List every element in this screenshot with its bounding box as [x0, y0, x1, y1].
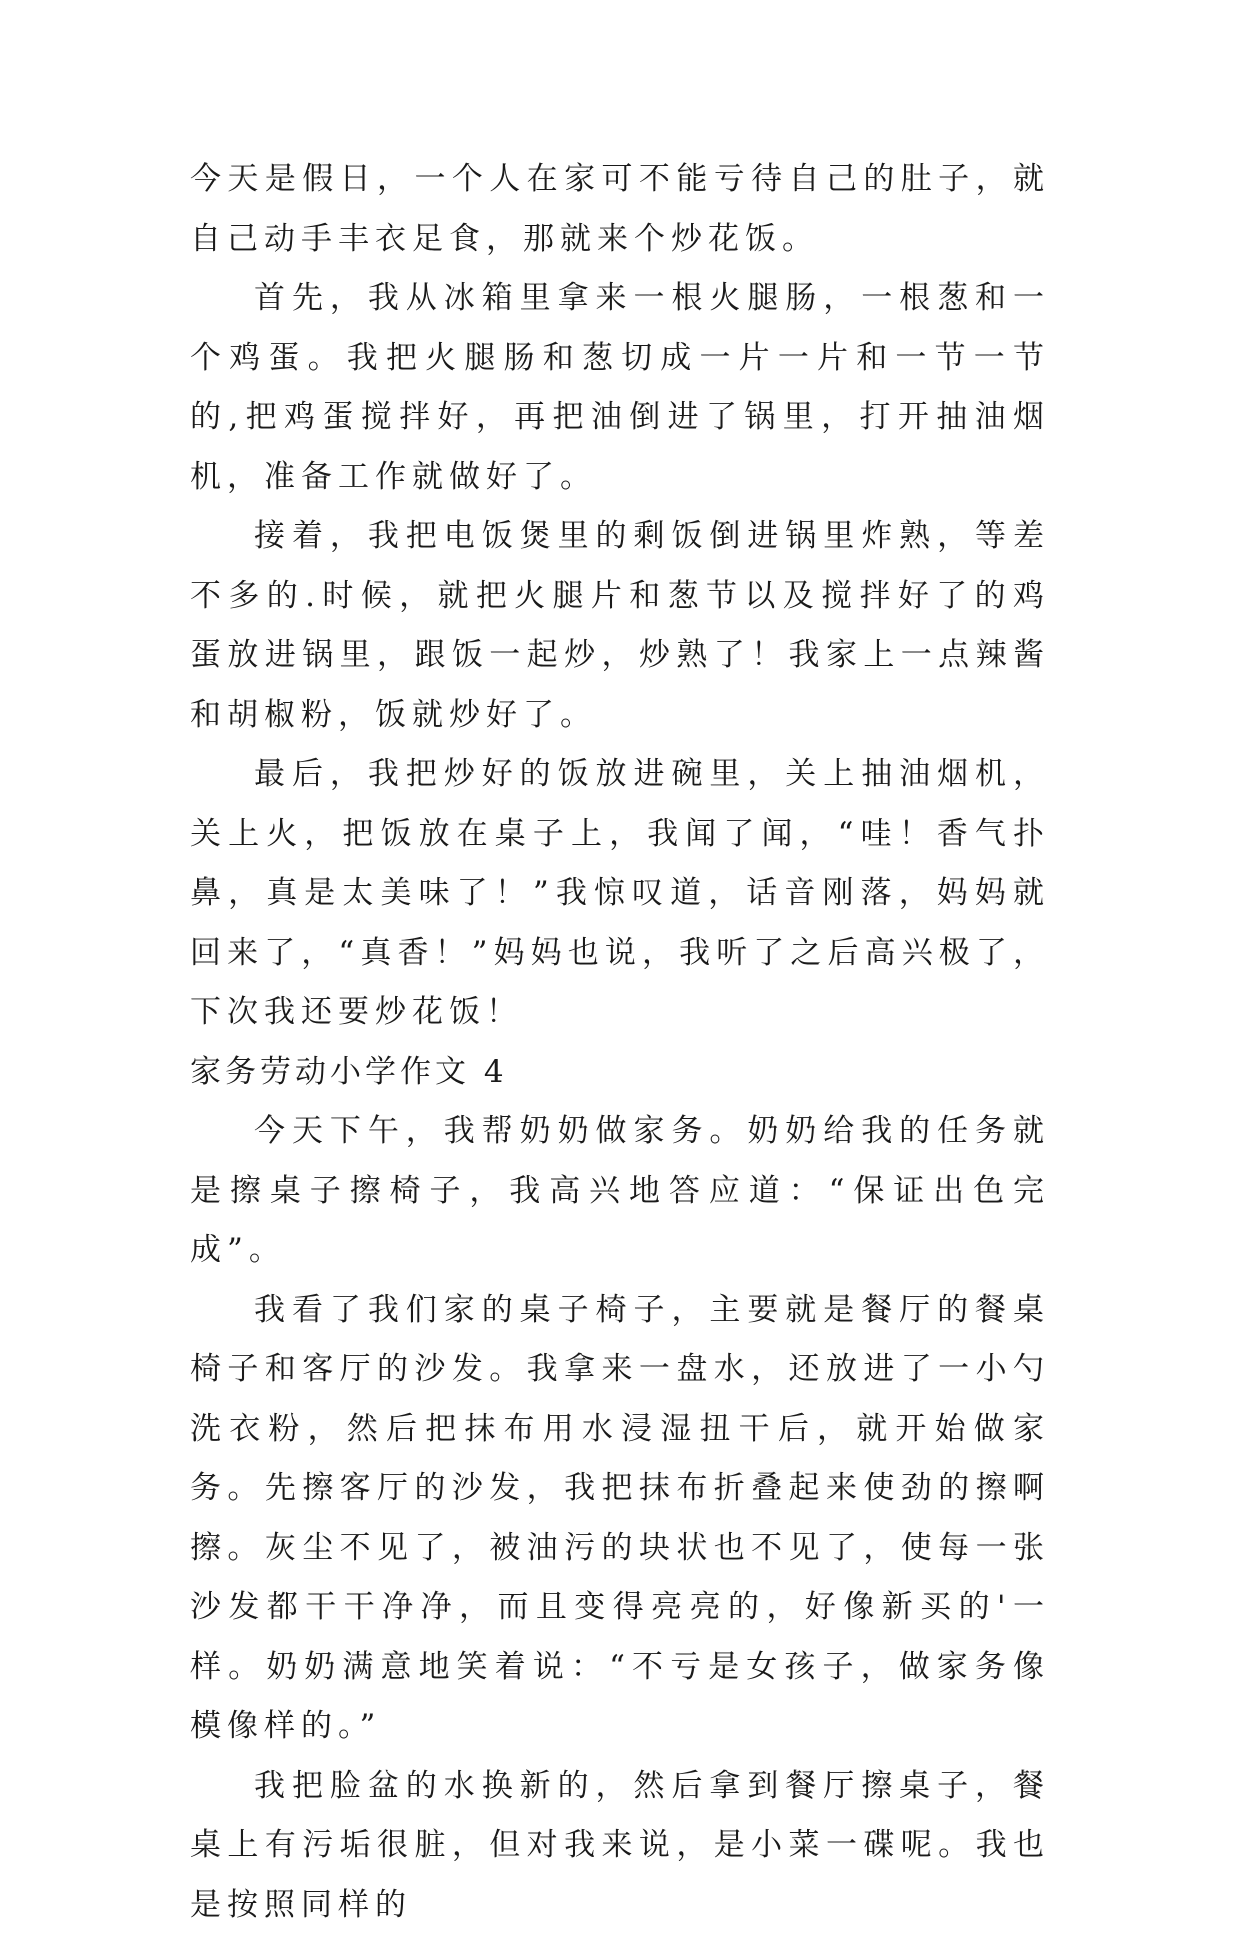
paragraph-first-step: 首先，我从冰箱里拿来一根火腿肠，一根葱和一个鸡蛋。我把火腿肠和葱切成一片一片和一节一节的,把鸡蛋搅拌好，再把油倒进了锅里，打开抽油烟机，准备工作就做好了。	[190, 269, 1050, 507]
paragraph-essay4-intro: 今天下午，我帮奶奶做家务。奶奶给我的任务就是擦桌子擦椅子，我高兴地答应道：“保证出色完成”。	[190, 1102, 1050, 1281]
paragraph-intro: 今天是假日，一个人在家可不能亏待自己的肚子，就自己动手丰衣足食，那就来个炒花饭。	[190, 150, 1050, 269]
document-page	[190, 150, 1050, 1935]
section-title: 家务劳动小学作文 4	[190, 1043, 1050, 1103]
paragraph-essay4-table: 我把脸盆的水换新的，然后拿到餐厅擦桌子，餐桌上有污垢很脏，但对我来说，是小菜一碟呢。我也是按照同样的	[190, 1757, 1050, 1935]
paragraph-second-step: 接着，我把电饭煲里的剩饭倒进锅里炸熟，等差不多的.时候，就把火腿片和葱节以及搅拌好了的鸡蛋放进锅里，跟饭一起炒，炒熟了！我家上一点辣酱和胡椒粉，饭就炒好了。	[190, 507, 1050, 745]
paragraph-final-step: 最后，我把炒好的饭放进碗里，关上抽油烟机，关上火，把饭放在桌子上，我闻了闻，“哇！香气扑鼻，真是太美味了！”我惊叹道，话音刚落，妈妈就回来了，“真香！”妈妈也说，我听了之后高兴极了，下次我还要炒花饭！	[190, 745, 1050, 1043]
paragraph-essay4-sofa: 我看了我们家的桌子椅子，主要就是餐厅的餐桌椅子和客厅的沙发。我拿来一盘水，还放进了一小勺洗衣粉，然后把抹布用水浸湿扭干后，就开始做家务。先擦客厅的沙发，我把抹布折叠起来使劲的擦啊擦。灰尘不见了，被油污的块状也不见了，使每一张沙发都干干净净，而且变得亮亮的，好像新买的'一样。奶奶满意地笑着说：“不亏是女孩子，做家务像模像样的。”	[190, 1281, 1050, 1757]
